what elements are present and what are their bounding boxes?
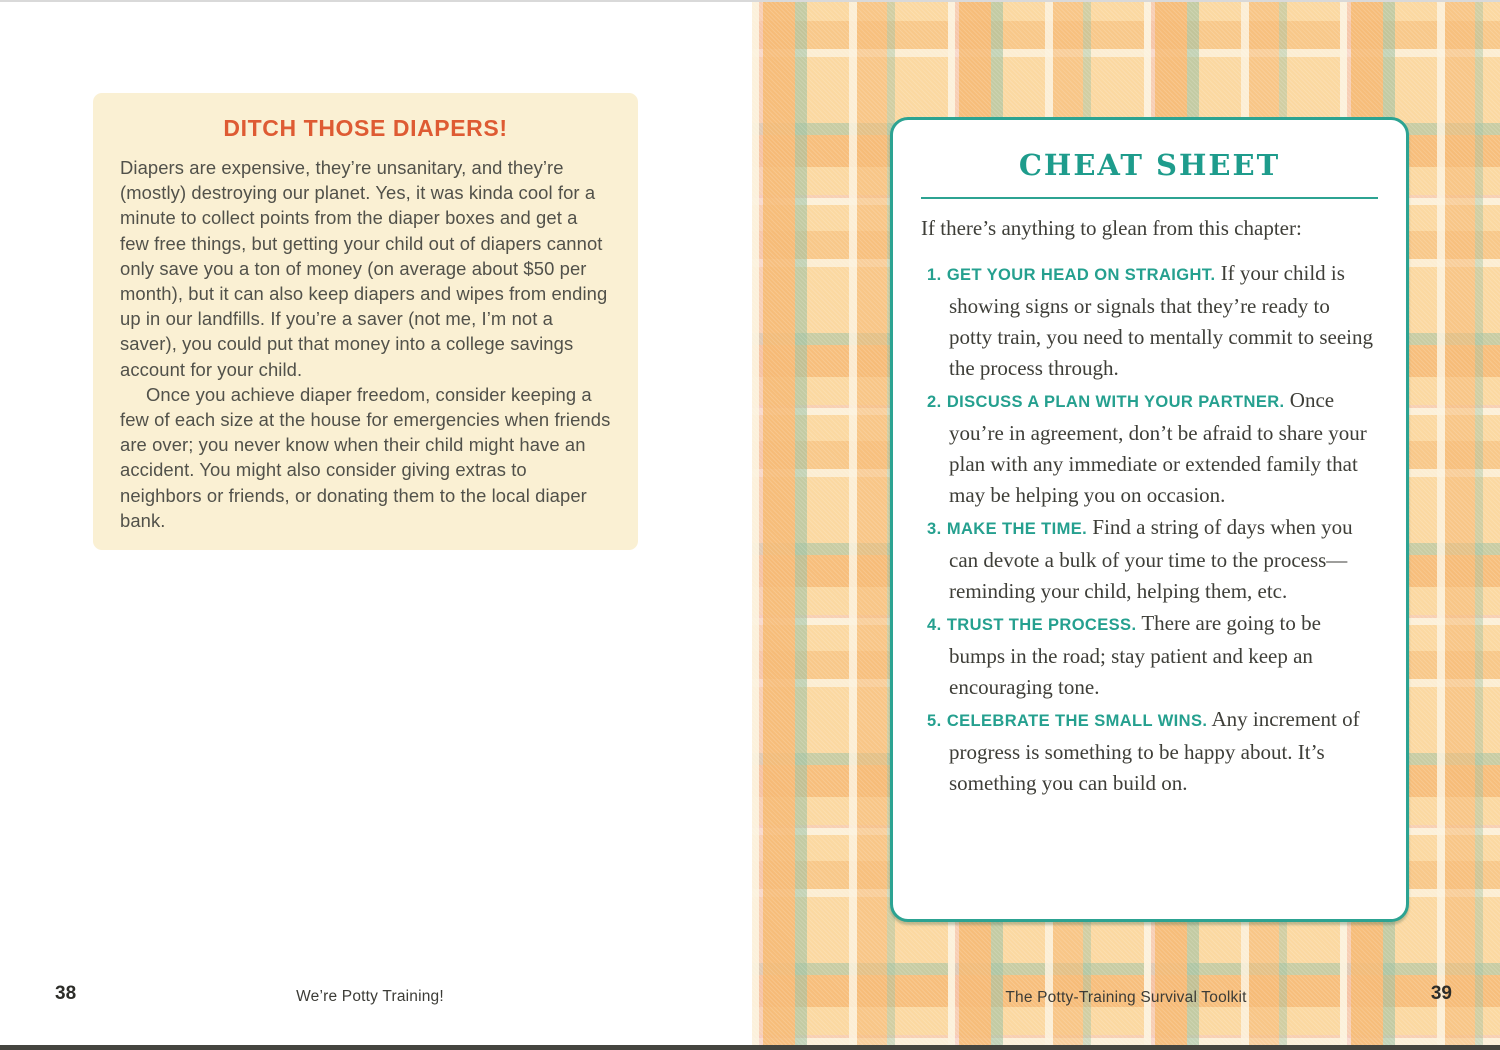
callout-paragraph-2: Once you achieve diaper freedom, consider keeping a few of each size at the house for emergencies when friends are over; you never know when their child might have an accident. You might also consider giving extras to neighbors or friends, or donating them to the local diaper bank. [120,383,611,531]
item-text: If your child is showing signs or signals that they’re ready to potty train, you need to mentally commit to seeing the process through. [949,261,1373,380]
item-text: Any increment of progress is something to be happy about. It’s something you can build on. [949,707,1360,795]
callout-box [93,93,638,550]
item-text: Find a string of days when you can devote a bulk of your time to the process—reminding your child, helping them, etc. [949,515,1353,603]
callout-paragraph-1: Diapers are expensive, they’re unsanitary, and they’re (mostly) destroying our planet. Yes, it was kinda cool for a minute to collect points from the diaper boxes and get a few free things, but getting your child out of diapers cannot only save you a ton of money (on average about $50 per month), but it can also keep diapers and wipes from ending up in our landfills. If you’re a saver (not me, I’m not a saver), you could put that money into a college savings account for your child. [120,157,608,380]
cheat-sheet-title: CHEAT SHEET [1018,148,1281,182]
cheat-sheet-intro: If there’s anything to glean from this chapter: [921,216,1302,240]
callout-title: DITCH THOSE DIAPERS! [223,115,508,141]
callout-body [120,155,611,533]
page-right-plaid-background [752,0,1500,1045]
photo-bottom-edge [0,1045,1500,1050]
running-title-right: The Potty-Training Survival Toolkit [1005,989,1247,1006]
cheat-sheet-divider [921,197,1378,199]
page-number-right: 39 [1430,983,1452,1004]
item-number: 2. [927,393,942,411]
list-item [927,512,1378,607]
cheat-sheet-list [921,258,1378,799]
item-label: TRUST THE PROCESS. [946,616,1137,634]
item-number: 4. [927,616,942,634]
cheat-sheet-card [890,117,1409,922]
page-number-left: 38 [55,983,77,1004]
item-label: GET YOUR HEAD ON STRAIGHT. [946,266,1216,284]
item-text: Once you’re in agreement, don’t be afraid to share your plan with any immediate or extended family that may be helping you on occasion. [949,388,1367,507]
item-number: 1. [927,266,942,284]
item-number: 5. [927,712,942,730]
list-item [927,608,1378,703]
list-item [927,385,1378,511]
photo-top-edge [0,0,1500,2]
list-item [927,704,1378,799]
running-title-left: We’re Potty Training! [296,988,444,1005]
item-text: There are going to be bumps in the road; stay patient and keep an encouraging tone. [949,611,1321,699]
item-label: CELEBRATE THE SMALL WINS. [946,712,1208,730]
item-label: MAKE THE TIME. [946,520,1088,538]
list-item [927,258,1378,384]
item-label: DISCUSS A PLAN WITH YOUR PARTNER. [946,393,1285,411]
item-number: 3. [927,520,942,538]
